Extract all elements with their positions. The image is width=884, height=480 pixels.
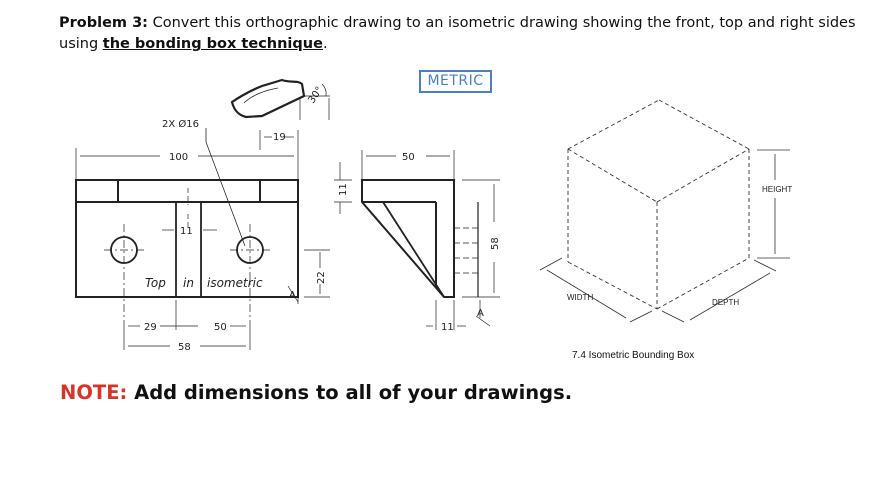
dim-50-bottom: 50 bbox=[214, 322, 227, 333]
note-label: NOTE: bbox=[60, 381, 128, 404]
label-top: Top bbox=[145, 276, 166, 290]
bounding-box-caption: 7.4 Isometric Bounding Box bbox=[572, 350, 695, 361]
width-label: WIDTH bbox=[567, 293, 594, 302]
isometric-bounding-box bbox=[540, 100, 793, 322]
dim-100: 100 bbox=[169, 152, 189, 163]
note bbox=[60, 381, 572, 404]
dim-11-mid: 11 bbox=[180, 226, 193, 237]
angle-label: 30° bbox=[306, 84, 326, 106]
label-isometric: isometric bbox=[207, 276, 263, 290]
bounding-box-technique: the bonding box technique bbox=[102, 36, 323, 52]
dim-58-right: 58 bbox=[490, 237, 501, 250]
metric-badge: METRIC bbox=[419, 70, 492, 93]
section-mark-side: A bbox=[477, 308, 484, 319]
dim-29: 29 bbox=[144, 322, 157, 333]
problem-text: Convert this orthographic drawing to an isometric drawing showing the front, top and right sides using bbox=[59, 15, 856, 52]
label-in: in bbox=[183, 276, 194, 290]
side-view bbox=[362, 180, 490, 326]
dim-11-side: 11 bbox=[441, 322, 454, 333]
depth-label: DEPTH bbox=[712, 298, 740, 307]
section-mark-front: A bbox=[289, 290, 296, 301]
dim-11-left: 11 bbox=[338, 183, 349, 196]
dim-50: 50 bbox=[402, 152, 415, 163]
problem-label: Problem 3: bbox=[59, 15, 148, 31]
dim-19: 19 bbox=[273, 132, 286, 143]
note-text: Add dimensions to all of your drawings. bbox=[127, 381, 573, 404]
holes-label: 2X Ø16 bbox=[162, 119, 199, 130]
height-label: HEIGHT bbox=[762, 185, 793, 194]
dim-58-bottom: 58 bbox=[178, 342, 191, 353]
problem-period: . bbox=[322, 36, 328, 52]
dim-22: 22 bbox=[316, 271, 327, 284]
